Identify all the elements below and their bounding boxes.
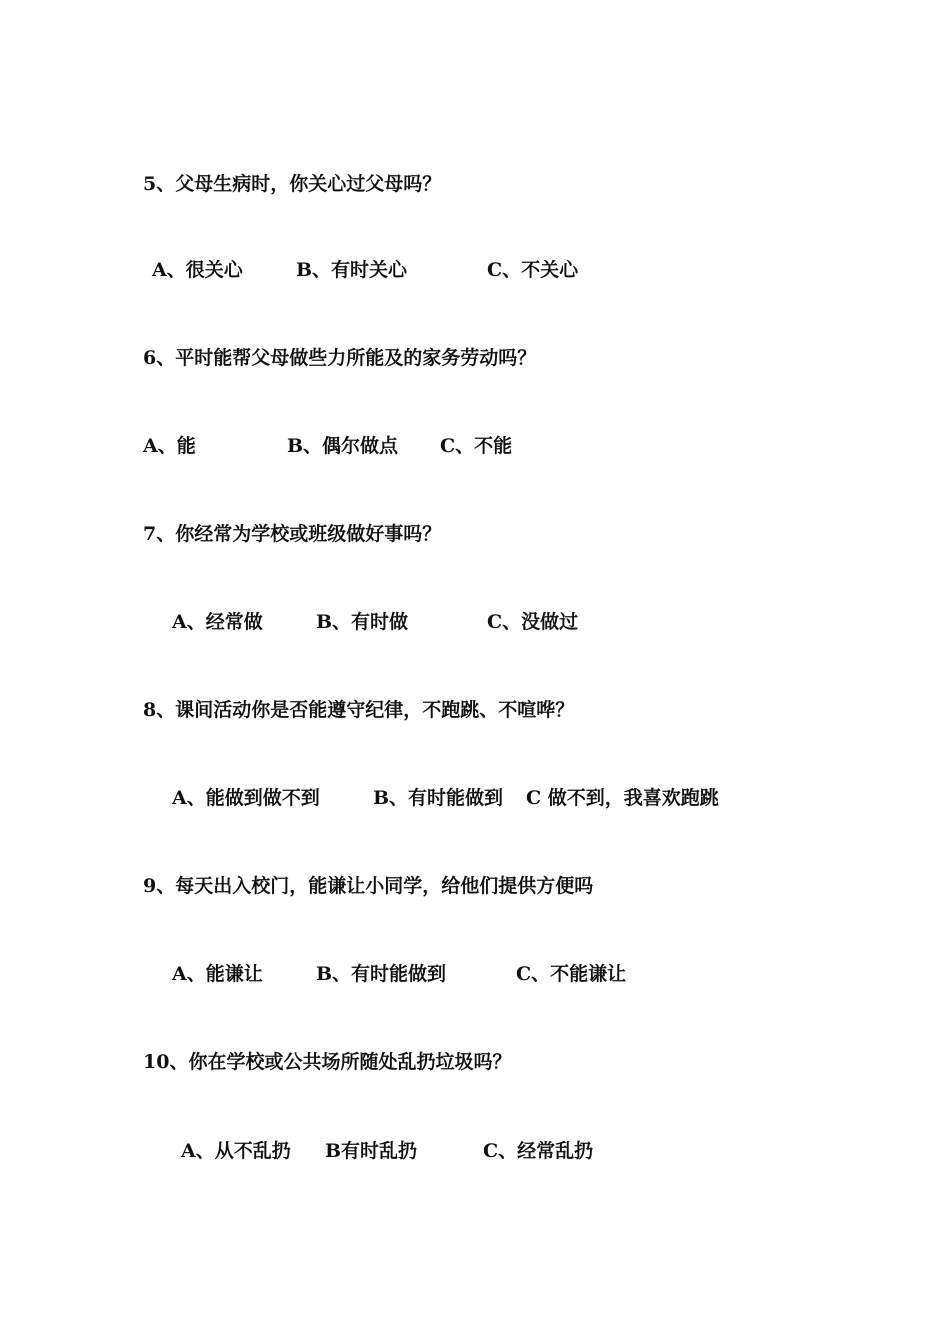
question-8: 8、课间活动你是否能遵守纪律，不跑跳、不喧哗？ [143,699,575,721]
option-10a: A、从不乱扔 [181,1140,291,1162]
option-6c: C、不能 [440,435,513,457]
question-9: 9、每天出入校门，能谦让小同学，给他们提供方便吗 [143,875,594,897]
question-10: 10、你在学校或公共场所随处乱扔垃圾吗？ [143,1051,512,1073]
option-6b: B、偶尔做点 [287,435,399,457]
option-7a: A、经常做 [172,611,263,633]
option-10c: C、经常乱扔 [483,1140,594,1162]
option-6a: A、能 [143,435,196,457]
option-7c: C、没做过 [487,611,579,633]
option-10b: B有时乱扔 [325,1140,418,1162]
option-8c: C 做不到，我喜欢跑跳 [526,787,719,809]
option-5a: A、很关心 [152,259,243,281]
option-5c: C、不关心 [487,259,579,281]
option-8b: B、有时能做到 [373,787,504,809]
option-9c: C、不能谦让 [516,963,627,985]
option-9a: A、能谦让 [172,963,263,985]
option-9b: B、有时能做到 [316,963,447,985]
option-8a: A、能做到做不到 [172,787,320,809]
question-5: 5、父母生病时，你关心过父母吗？ [143,173,442,195]
question-6: 6、平时能帮父母做些力所能及的家务劳动吗？ [143,347,537,369]
option-5b: B、有时关心 [296,259,408,281]
question-7: 7、你经常为学校或班级做好事吗？ [143,523,442,545]
option-7b: B、有时做 [316,611,409,633]
